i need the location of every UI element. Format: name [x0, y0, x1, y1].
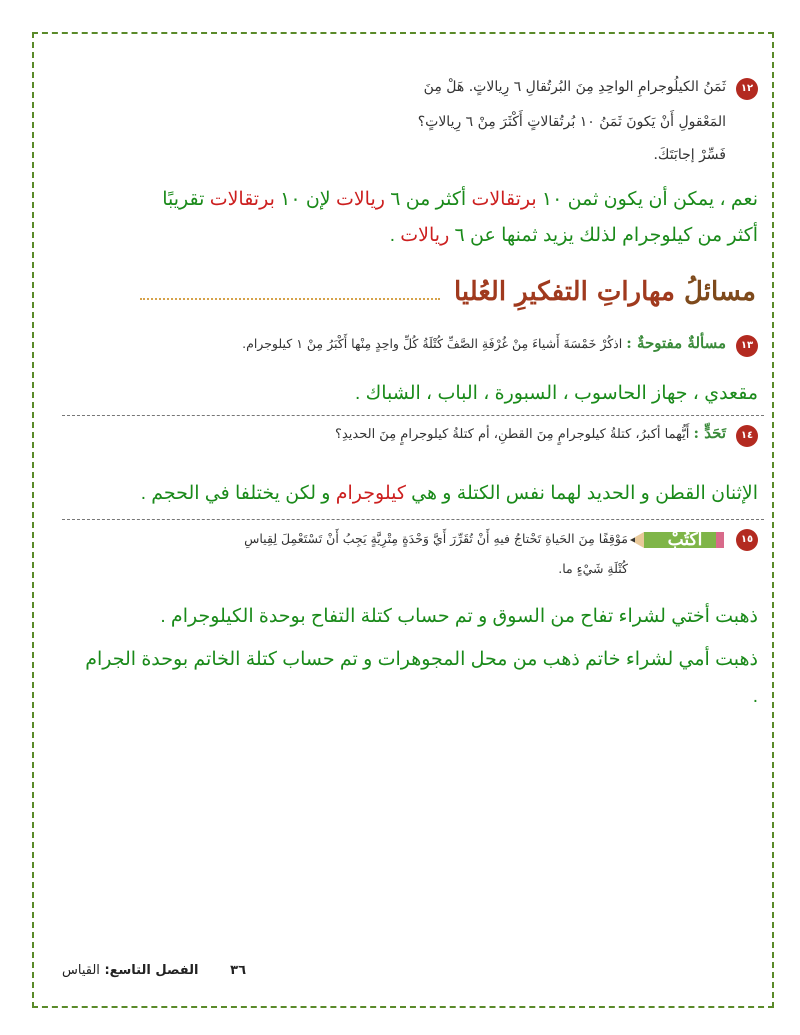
- answer-15-line-1: ذهبت أختي لشراء تفاح من السوق و تم حساب كتلة التفاح بوحدة الكيلوجرام .: [160, 606, 758, 627]
- question-15-number: ١٥: [736, 529, 758, 551]
- footer: [62, 963, 246, 978]
- answer-12-line-2: أكثر من كيلوجرام لذلك يزيد ثمنها عن ٦ ريالات .: [389, 225, 758, 246]
- question-14-text: تَحَدٍّ : أَيُّهما أكبرُ، كتلةُ كيلوجرامٍ مِنَ القطنِ، أم كتلةُ كيلوجرامٍ مِنَ الحديدِ؟: [335, 424, 726, 442]
- chapter-topic: القياس: [62, 963, 100, 978]
- divider-1: [62, 415, 764, 416]
- question-12-line-3: فَسِّرْ إجابَتَكَ.: [653, 147, 726, 163]
- section-heading: مسائلُ مهاراتِ التفكيرِ العُليا: [454, 277, 756, 307]
- answer-12-line-1: نعم ، يمكن أن يكون ثمن ١٠ برتقالات أكثر من ٦ ريالات لإن ١٠ برتقالات تقريبًا: [162, 189, 758, 210]
- answer-13: مقعدي ، جهاز الحاسوب ، السبورة ، الباب ، الشباك .: [355, 383, 758, 404]
- answer-14: الإثنان القطن و الحديد لهما نفس الكتلة و هي كيلوجرام و لكن يختلفا في الحجم .: [140, 483, 758, 504]
- question-13-number: ١٣: [736, 335, 758, 357]
- question-15-line-1: مَوْقِفًا مِنَ الحَياةِ تَحْتاجُ فيهِ أَنْ تُقَرِّرَ أَيَّ وَحْدَةٍ مِتْرِيَّةٍ يَجِبُ أَنْ تَسْتَعْمِلَ لِقِياسِ: [244, 531, 628, 546]
- heading-dotted-rule: [140, 298, 440, 300]
- question-13-tag: مسألةٌ مفتوحةٌ :: [626, 334, 726, 352]
- question-12-line-1: ثَمَنُ الكيلُوجرامِ الواحِدِ مِنَ البُرتُقالِ ٦ رِيالاتٍ. هَلْ مِنَ: [423, 79, 726, 95]
- divider-2: [62, 519, 764, 520]
- question-15-tag: أُكْتُبْ: [667, 530, 703, 550]
- answer-15-line-2: ذهبت أمي لشراء خاتم ذهب من محل المجوهرات و تم حساب كتلة الخاتم بوحدة الجرام: [85, 649, 758, 670]
- question-15-line-2: كُتْلَةِ شَيْءٍ ما.: [558, 561, 628, 576]
- chapter-label: الفصل التاسع:: [104, 963, 199, 978]
- question-14-number: ١٤: [736, 425, 758, 447]
- question-14-tag: تَحَدٍّ :: [693, 424, 726, 442]
- page-number: ٣٦: [230, 963, 247, 978]
- question-13-text: مسألةٌ مفتوحةٌ : اذكُرْ خَمْسَةَ أَشياءَ مِنْ غُرْفَةِ الصَّفِّ كُتْلَةُ كُلِّ واحِدٍ مِنْها أَكْبَرُ مِنْ ١ كيلوجرام.: [242, 334, 726, 352]
- page-border: [32, 32, 774, 1008]
- question-12-line-2: المَعْقولِ أَنْ يَكونَ ثَمَنُ ١٠ بُرتُقالاتٍ أَكْثَرَ مِنْ ٦ رِيالاتٍ؟: [417, 114, 726, 130]
- question-12-number: ١٢: [736, 78, 758, 100]
- answer-15-line-3: .: [752, 686, 758, 707]
